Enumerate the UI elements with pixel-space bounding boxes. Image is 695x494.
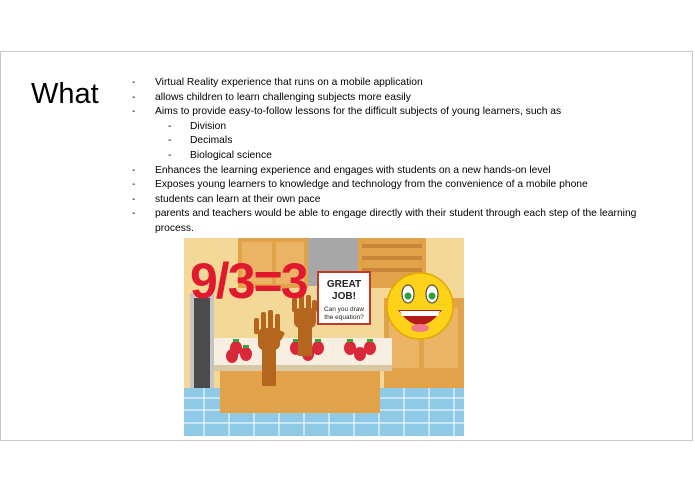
- sub-bullet-item: [128, 134, 668, 149]
- bullet-text: students can learn at their own pace: [155, 193, 321, 205]
- sub-bullet-item: [128, 120, 668, 135]
- cabinet-line: [362, 256, 422, 260]
- bullet-marker: -: [132, 91, 136, 103]
- bullet-marker: -: [132, 77, 136, 88]
- bullet-marker: -: [168, 120, 172, 132]
- cabinet-line: [362, 244, 422, 248]
- sign-heading-line1: GREAT: [326, 279, 362, 290]
- bullet-text: Decimals: [190, 135, 233, 147]
- smiley-face-icon: [387, 273, 453, 339]
- kitchen-illustration: [184, 238, 464, 436]
- bullet-item: [128, 105, 668, 120]
- bullet-item: [128, 164, 668, 179]
- bullet-marker: -: [168, 149, 172, 161]
- bullet-text: Virtual Reality experience that runs on a mobile application: [155, 77, 423, 88]
- bullet-marker: -: [132, 208, 136, 220]
- bullet-text: Aims to provide easy-to-follow lessons for the difficult subjects of young learners, such as: [155, 106, 562, 118]
- bullet-text: Division: [190, 120, 227, 132]
- sign-prompt-line1: Can you draw: [323, 306, 365, 313]
- equation-drawing: 9/3=3: [190, 253, 307, 309]
- bullet-marker: -: [132, 106, 136, 118]
- sign-heading-line2: JOB!: [332, 291, 356, 302]
- bullet-text: Biological science: [190, 149, 272, 161]
- bullet-text: Enhances the learning experience and engages with students on a new hands-on level: [155, 164, 551, 176]
- bullet-marker: -: [132, 164, 136, 176]
- bullet-item: [128, 207, 668, 236]
- bullet-item: [128, 193, 668, 208]
- bullet-marker: -: [132, 193, 136, 205]
- slide-title: What: [31, 78, 99, 110]
- bullet-item: [128, 178, 668, 193]
- bullet-text: parents and teachers would be able to engage directly with their student through each step of the learning process.: [155, 208, 637, 234]
- bullet-item: [128, 76, 668, 91]
- kitchen-scene: [184, 238, 464, 436]
- slide: [0, 51, 693, 441]
- bullet-list: [128, 76, 668, 237]
- bullet-text: allows children to learn challenging subjects more easily: [155, 91, 411, 103]
- countertop-edge: [214, 365, 392, 371]
- bullet-item: [128, 91, 668, 106]
- sign-prompt-line2: the equation?: [324, 314, 364, 321]
- bullet-text: Exposes young learners to knowledge and technology from the convenience of a mobile phone: [155, 179, 588, 191]
- bullet-marker: -: [132, 179, 136, 191]
- bullet-marker: -: [168, 135, 172, 147]
- sub-bullet-item: [128, 149, 668, 164]
